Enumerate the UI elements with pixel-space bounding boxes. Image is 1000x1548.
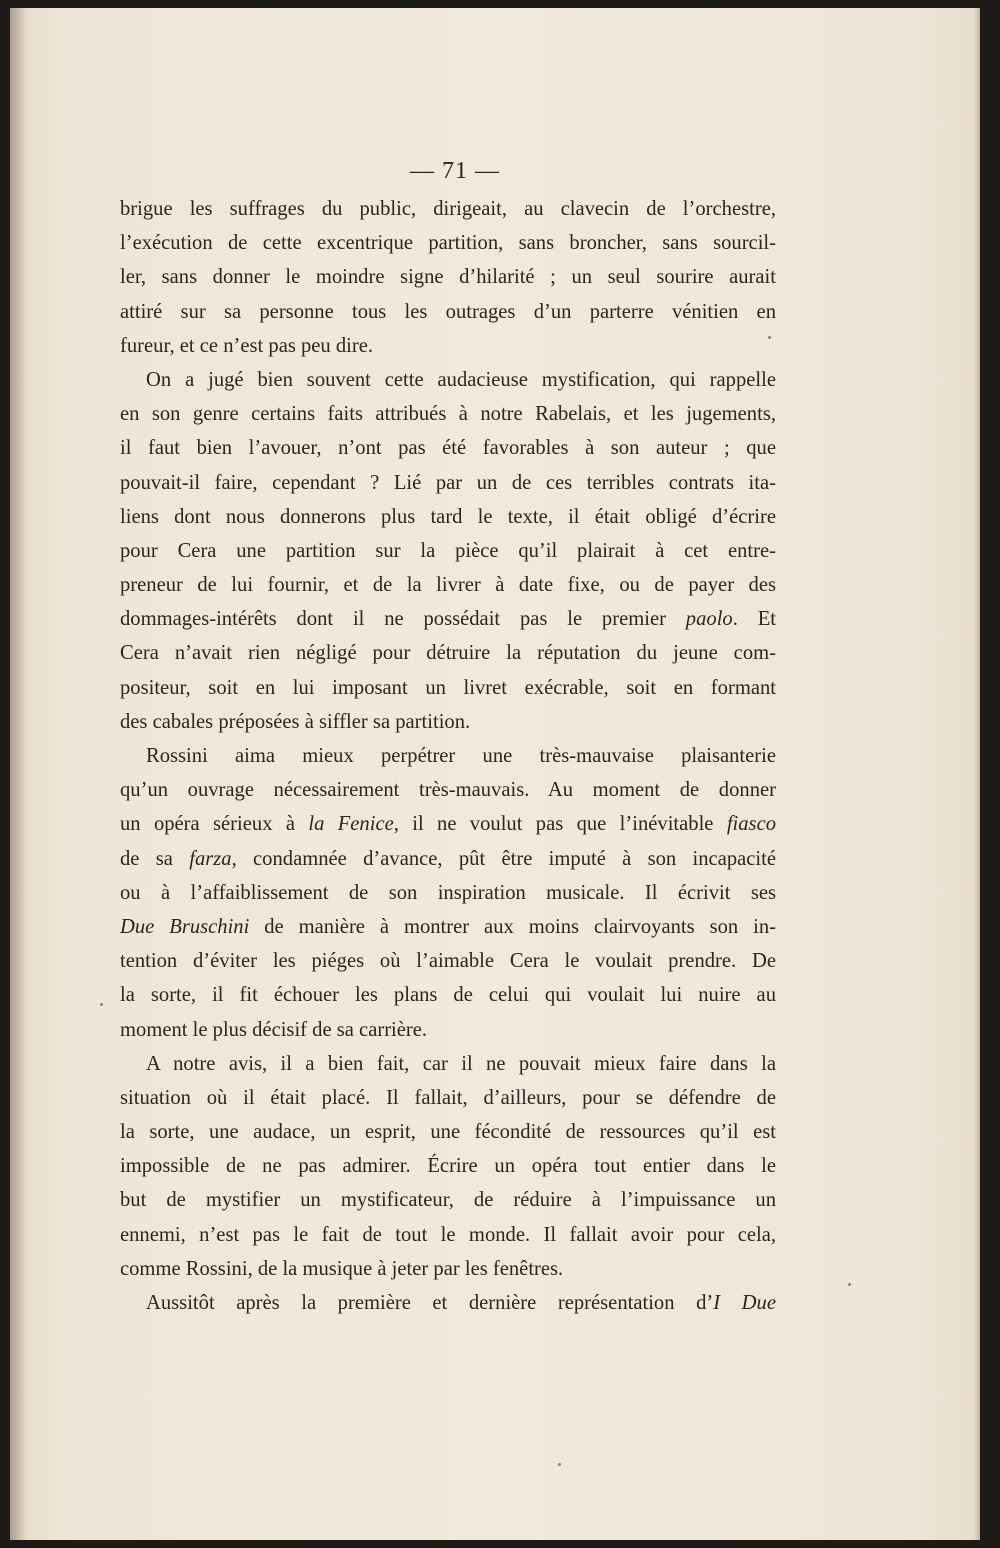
text-line: de sa farza, condamnée d’avance, pût être imputé à son incapacité — [120, 847, 776, 870]
text-line: Rossini aima mieux perpétrer une très-mauvaise plaisanterie — [146, 745, 776, 767]
text-line: Due Bruschini de manière à montrer aux moins clairvoyants son in- — [120, 915, 776, 938]
text-line: l’exécution de cette excentrique partition, sans broncher, sans sourcil- — [120, 232, 776, 255]
paper-speck — [558, 1463, 561, 1466]
text-line: brigue les suffrages du public, dirigeait, au clavecin de l’orchestre, — [120, 198, 776, 220]
text-line: preneur de lui fournir, et de la livrer à date fixe, ou de payer des — [120, 574, 776, 597]
paragraph-1 — [120, 192, 776, 363]
text-line: attiré sur sa personne tous les outrages d’un parterre vénitien en — [120, 300, 776, 323]
book-page — [10, 8, 980, 1540]
text-line: comme Rossini, de la musique à jeter par les fenêtres. — [120, 1257, 564, 1280]
text-line: il faut bien l’avouer, n’ont pas été favorables à son auteur ; que — [120, 437, 776, 460]
paragraph-2 — [120, 363, 776, 739]
gutter-shadow — [10, 8, 28, 1540]
text-line: liens dont nous donnerons plus tard le texte, il était obligé d’écrire — [120, 505, 776, 528]
text-line: positeur, soit en lui imposant un livret exécrable, soit en formant — [120, 676, 776, 699]
text-line: en son genre certains faits attribués à notre Rabelais, et les jugements, — [120, 403, 776, 426]
text-line: des cabales préposées à siffler sa partition. — [120, 710, 471, 733]
text-line: but de mystifier un mystificateur, de réduire à l’impuissance un — [120, 1189, 776, 1212]
text-line: ennemi, n’est pas le fait de tout le monde. Il fallait avoir pour cela, — [120, 1223, 776, 1246]
paper-speck — [100, 1003, 103, 1006]
body-text — [120, 192, 776, 1320]
text-line: impossible de ne pas admirer. Écrire un opéra tout entier dans le — [120, 1155, 776, 1178]
text-line: ler, sans donner le moindre signe d’hilarité ; un seul sourire aurait — [120, 266, 776, 289]
text-line: moment le plus décisif de sa carrière. — [120, 1018, 428, 1041]
paragraph-3 — [120, 739, 776, 1047]
text-line: ou à l’affaiblissement de son inspiration musicale. Il écrivit ses — [120, 881, 776, 904]
text-line: A notre avis, il a bien fait, car il ne pouvait mieux faire dans la — [146, 1052, 776, 1075]
paragraph-5 — [120, 1286, 776, 1320]
text-line: situation où il était placé. Il fallait, d’ailleurs, pour se défendre de — [120, 1086, 776, 1109]
text-line: fureur, et ce n’est pas peu dire. — [120, 334, 374, 357]
text-line: un opéra sérieux à la Fenice, il ne voulut pas que l’inévitable fiasco — [120, 813, 777, 836]
text-line: On a jugé bien souvent cette audacieuse mystification, qui rappelle — [146, 368, 776, 391]
text-line: Cera n’avait rien négligé pour détruire la réputation du jeune com- — [120, 642, 776, 665]
paper-speck — [768, 336, 771, 339]
page-number: — 71 — — [410, 158, 500, 184]
text-line: pour Cera une partition sur la pièce qu’il plairait à cet entre- — [120, 539, 776, 562]
paper-speck — [848, 1283, 851, 1286]
text-line: Aussitôt après la première et dernière représentation d’I Due — [146, 1292, 776, 1314]
text-line: la sorte, il fit échouer les plans de celui qui voulait lui nuire au — [120, 984, 776, 1007]
text-line: dommages-intérêts dont il ne possédait pas le premier paolo. Et — [120, 608, 776, 631]
text-line: pouvait-il faire, cependant ? Lié par un de ces terribles contrats ita- — [120, 471, 776, 494]
paragraph-4 — [120, 1047, 776, 1286]
text-line: tention d’éviter les piéges où l’aimable Cera le voulait prendre. De — [120, 950, 776, 973]
page-edge — [974, 8, 980, 1540]
text-line: qu’un ouvrage nécessairement très-mauvais. Au moment de donner — [120, 779, 776, 802]
text-line: la sorte, une audace, un esprit, une fécondité de ressources qu’il est — [120, 1121, 776, 1144]
